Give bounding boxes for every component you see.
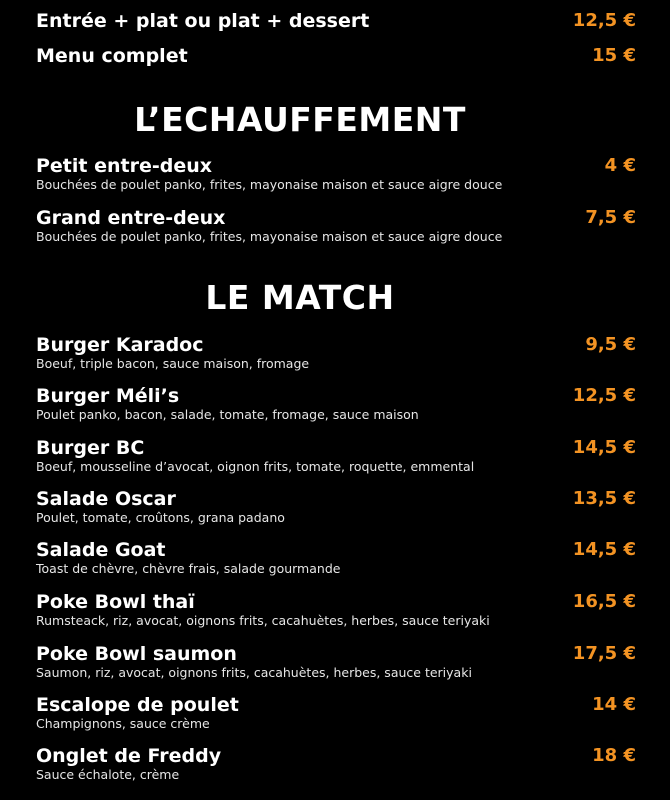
formula-name: Entrée + plat ou plat + dessert <box>36 10 370 32</box>
menu-item <box>0 643 670 681</box>
item-price: 12,5 € <box>572 385 636 406</box>
menu-item <box>0 539 670 577</box>
item-name: Onglet de Freddy <box>36 745 222 767</box>
item-description: Bouchées de poulet panko, frites, mayonaise maison et sauce aigre douce <box>36 177 503 192</box>
item-description: Poulet panko, bacon, salade, tomate, fromage, sauce maison <box>36 407 419 422</box>
item-name: Burger Méli’s <box>36 385 180 407</box>
item-description: Toast de chèvre, chèvre frais, salade gourmande <box>36 561 341 576</box>
formula-row <box>0 45 670 67</box>
formula-row <box>0 10 670 32</box>
item-name: Poke Bowl saumon <box>36 643 237 665</box>
item-name: Petit entre-deux <box>36 155 213 177</box>
menu-item <box>0 385 670 423</box>
menu-item <box>0 334 670 372</box>
item-name: Salade Goat <box>36 539 166 561</box>
formula-price: 12,5 € <box>572 10 636 31</box>
item-description: Boeuf, mousseline d’avocat, oignon frits, tomate, roquette, emmental <box>36 459 475 474</box>
item-price: 4 € <box>604 155 636 176</box>
item-description: Boeuf, triple bacon, sauce maison, fromage <box>36 356 310 371</box>
item-price: 14 € <box>592 694 636 715</box>
item-description: Champignons, sauce crème <box>36 716 210 731</box>
item-price: 7,5 € <box>585 207 636 228</box>
item-name: Burger Karadoc <box>36 334 204 356</box>
item-name: Grand entre-deux <box>36 207 226 229</box>
item-price: 14,5 € <box>572 539 636 560</box>
item-price: 14,5 € <box>572 437 636 458</box>
menu-item <box>0 488 670 526</box>
item-name: Burger BC <box>36 437 145 459</box>
item-name: Escalope de poulet <box>36 694 239 716</box>
menu-item <box>0 745 670 783</box>
item-description: Poulet, tomate, croûtons, grana padano <box>36 510 285 525</box>
item-price: 13,5 € <box>572 488 636 509</box>
formula-price: 15 € <box>592 45 636 66</box>
item-price: 16,5 € <box>572 591 636 612</box>
formula-name: Menu complet <box>36 45 188 67</box>
menu-item <box>0 694 670 732</box>
section-title: LE MATCH <box>205 278 395 317</box>
menu-item <box>0 591 670 629</box>
menu-item <box>0 437 670 475</box>
item-price: 18 € <box>592 745 636 766</box>
item-name: Salade Oscar <box>36 488 176 510</box>
item-description: Bouchées de poulet panko, frites, mayonaise maison et sauce aigre douce <box>36 229 503 244</box>
item-description: Rumsteack, riz, avocat, oignons frits, cacahuètes, herbes, sauce teriyaki <box>36 613 490 628</box>
item-description: Saumon, riz, avocat, oignons frits, cacahuètes, herbes, sauce teriyaki <box>36 665 472 680</box>
menu-item <box>0 207 670 245</box>
item-name: Poke Bowl thaï <box>36 591 195 613</box>
section-title: L’ECHAUFFEMENT <box>134 100 466 139</box>
menu-item <box>0 155 670 193</box>
item-price: 17,5 € <box>572 643 636 664</box>
item-description: Sauce échalote, crème <box>36 767 180 782</box>
item-price: 9,5 € <box>585 334 636 355</box>
